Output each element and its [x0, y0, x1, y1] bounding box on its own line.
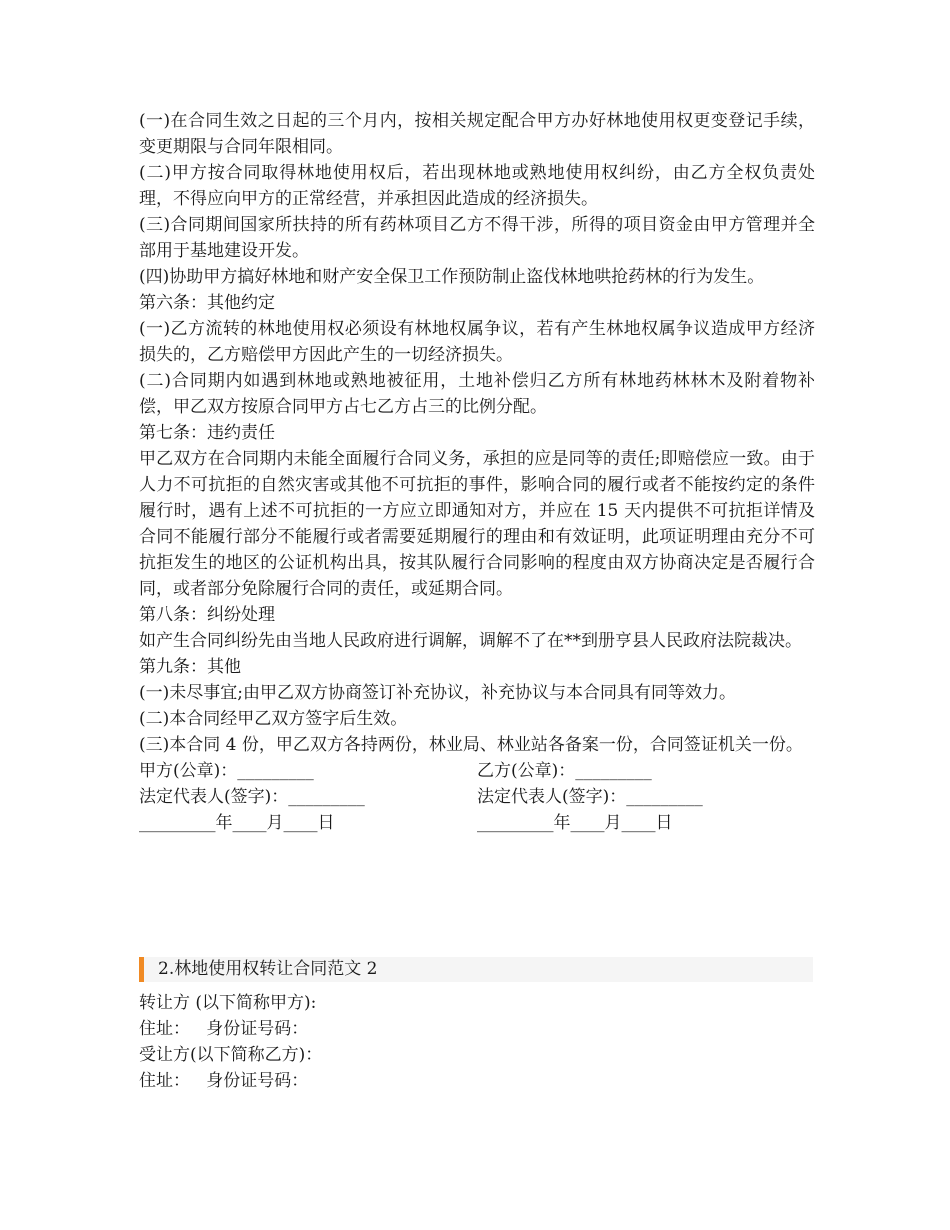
clause-paragraph: (一)乙方流转的林地使用权必须设有林地权属争议，若有产生林地权属争议造成甲方经济损失的，乙方赔偿甲方因此产生的一切经济损失。 [139, 319, 815, 365]
clause-paragraph: (四)协助甲方搞好林地和财产安全保卫工作预防制止盗伐林地哄抢药林的行为发生。 [139, 267, 765, 287]
section-heading-text: 2.林地使用权转让合同范文 2 [158, 959, 378, 979]
party-b-seal-line: 乙方(公章)：_________ [477, 761, 652, 781]
article-heading: 第八条：纠纷处理 [139, 605, 275, 625]
signature-row [139, 784, 815, 810]
clause-paragraph: (三)本合同 4 份，甲乙双方各持两份，林业局、林业站各备案一份，合同签证机关一份。 [139, 735, 803, 755]
contract-body [139, 108, 815, 836]
clause-paragraph: 甲乙双方在合同期内未能全面履行合同义务，承担的应是同等的责任;即赔偿应一致。由于人力不可抗拒的自然灾害或其他不可抗拒的事件，影响合同的履行或者不能按约定的条件履行时，遇有上述不可抗拒的一方应立即通知对方，并应在 15 天内提供不可抗拒详情及合同不能履行部分不能履行或者需要延期履行的理由和有效证明，此项证明理由充分不可抗拒发生的地区的公证机构出具，按其队履行合同影响的程度由双方协商决定是否履行合同，或者部分免除履行合同的责任，或延期合同。 [139, 449, 815, 599]
article-heading: 第六条：其他约定 [139, 293, 275, 313]
party-b-date-line: _________年____月____日 [477, 813, 673, 833]
clause-paragraph: (二)合同期内如遇到林地或熟地被征用，土地补偿归乙方所有林地药林林木及附着物补偿，甲乙双方按原合同甲方占七乙方占三的比例分配。 [139, 371, 815, 417]
section-heading [139, 957, 813, 982]
party-a-representative-line: 法定代表人(签字)：_________ [139, 787, 365, 807]
party-b-representative-line: 法定代表人(签字)：_________ [477, 787, 703, 807]
clause-paragraph: (一)在合同生效之日起的三个月内，按相关规定配合甲方办好林地使用权更变登记手续，变更期限与合同年限相同。 [139, 111, 815, 157]
clause-paragraph: (二)本合同经甲乙双方签字后生效。 [139, 709, 408, 729]
article-heading: 第七条：违约责任 [139, 423, 275, 443]
party-line: 受让方(以下简称乙方)： [139, 1045, 323, 1065]
clause-paragraph: (二)甲方按合同取得林地使用权后，若出现林地或熟地使用权纠纷，由乙方全权负责处理，不得应向甲方的正常经营，并承担因此造成的经济损失。 [139, 163, 815, 209]
address-line: 住址： 身份证号码： [139, 1071, 309, 1091]
signature-row [139, 810, 815, 836]
address-line: 住址： 身份证号码： [139, 1019, 309, 1039]
section-2-body [139, 990, 815, 1094]
signature-row [139, 758, 815, 784]
clause-paragraph: (三)合同期间国家所扶持的所有药林项目乙方不得干涉，所得的项目资金由甲方管理并全部用于基地建设开发。 [139, 215, 815, 261]
party-a-seal-line: 甲方(公章)：_________ [139, 761, 314, 781]
article-heading: 第九条：其他 [139, 657, 241, 677]
clause-paragraph: (一)未尽事宜;由甲乙双方协商签订补充协议，补充协议与本合同具有同等效力。 [139, 683, 736, 703]
party-line: 转让方 (以下简称甲方): [139, 993, 317, 1013]
party-a-date-line: _________年____月____日 [139, 813, 335, 833]
signature-block [139, 758, 815, 836]
clause-paragraph: 如产生合同纠纷先由当地人民政府进行调解，调解不了在**到册亨县人民政府法院裁决。 [139, 631, 802, 651]
